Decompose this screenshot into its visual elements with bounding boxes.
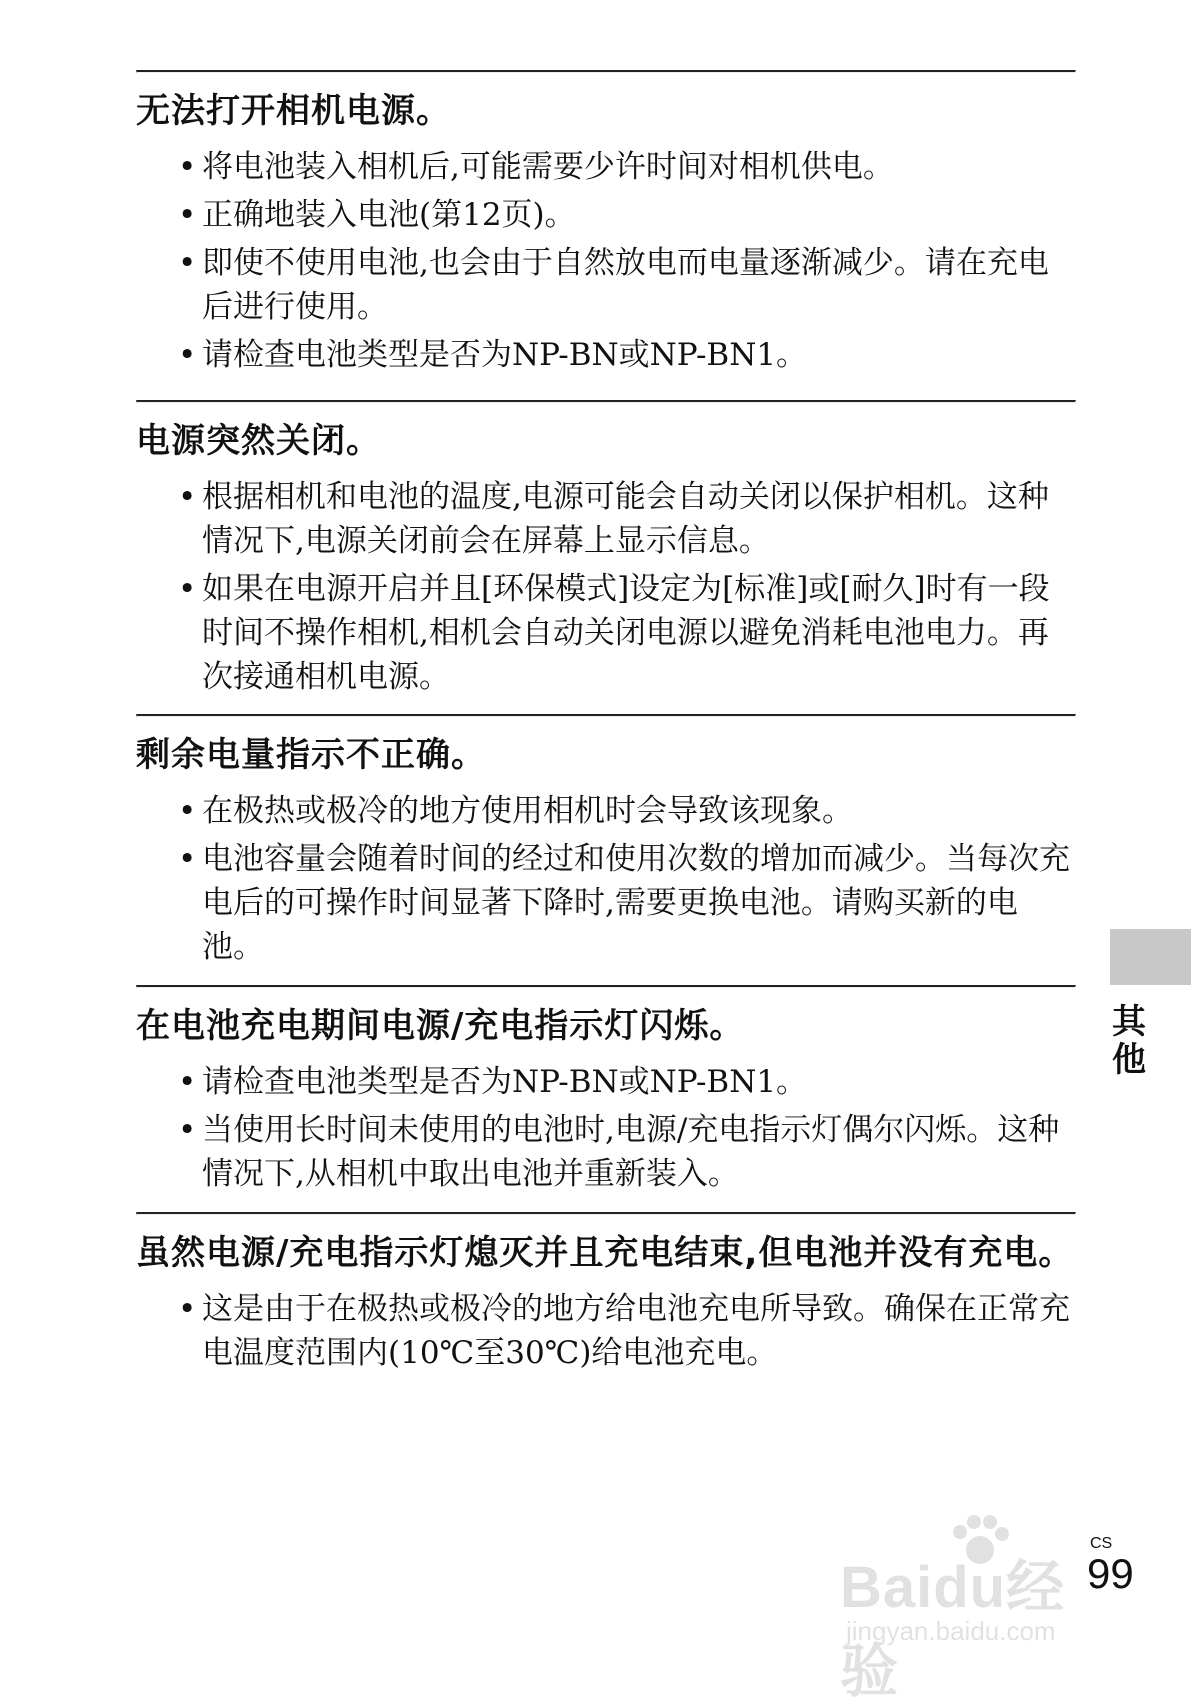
bullet-dot: • <box>178 841 197 877</box>
bullet-text: 请检查电池类型是否为NP-BN或NP-BN1。 <box>202 337 808 373</box>
bullet-list <box>136 789 1076 969</box>
bullet-item <box>178 789 1076 833</box>
bullet-item <box>178 1287 1076 1375</box>
bullet-dot: • <box>178 793 197 829</box>
section-1 <box>136 70 1076 381</box>
section-divider <box>136 70 1076 73</box>
bullet-list <box>136 1287 1076 1375</box>
bullet-item <box>178 567 1076 699</box>
section-title: 在电池充电期间电源/充电指示灯闪烁。 <box>136 1006 745 1046</box>
bullet-item <box>178 1108 1076 1196</box>
bullet-item <box>178 145 1076 189</box>
side-tab-marker <box>1110 929 1191 985</box>
section-2 <box>136 400 1076 703</box>
page-number: 99 <box>1087 1550 1134 1597</box>
section-3 <box>136 714 1076 973</box>
bullet-item <box>178 837 1076 969</box>
section-title: 虽然电源/充电指示灯熄灭并且充电结束,但电池并没有充电。 <box>136 1233 1074 1273</box>
watermark-url: jingyan.baidu.com <box>846 1616 1056 1646</box>
bullet-text: 正确地装入电池(第12页)。 <box>202 197 576 233</box>
section-4 <box>136 985 1076 1200</box>
bullet-dot: • <box>178 571 197 607</box>
side-tab-label: 其他 <box>1112 1002 1146 1080</box>
bullet-text: 当使用长时间未使用的电池时,电源/充电指示灯偶尔闪烁。这种情况下,从相机中取出电池并重新装入。 <box>202 1112 1060 1192</box>
section-divider <box>136 714 1076 717</box>
bullet-text: 请检查电池类型是否为NP-BN或NP-BN1。 <box>202 1064 808 1100</box>
bullet-dot: • <box>178 197 197 233</box>
bullet-text: 将电池装入相机后,可能需要少许时间对相机供电。 <box>202 149 894 185</box>
watermark-text: Baidu经验 <box>840 1555 1066 1704</box>
bullet-text: 电池容量会随着时间的经过和使用次数的增加而减少。当每次充电后的可操作时间显著下降时,需要更换电池。请购买新的电池。 <box>202 841 1070 965</box>
bullet-item <box>178 1060 1076 1104</box>
bullet-item <box>178 193 1076 237</box>
section-title: 剩余电量指示不正确。 <box>136 735 486 775</box>
bullet-text: 如果在电源开启并且[环保模式]设定为[标准]或[耐久]时有一段时间不操作相机,相机会自动关闭电源以避免消耗电池电力。再次接通相机电源。 <box>202 571 1050 695</box>
bullet-item <box>178 241 1076 329</box>
baidu-watermark <box>840 1510 1100 1704</box>
bullet-dot: • <box>178 149 197 185</box>
bullet-item <box>178 475 1076 563</box>
section-title: 电源突然关闭。 <box>136 421 381 461</box>
bullet-dot: • <box>178 1291 197 1327</box>
bullet-dot: • <box>178 337 197 373</box>
bullet-item <box>178 333 1076 377</box>
bullet-text: 这是由于在极热或极冷的地方给电池充电所导致。确保在正常充电温度范围内(10℃至30℃)给电池充电。 <box>202 1291 1070 1371</box>
bullet-text: 在极热或极冷的地方使用相机时会导致该现象。 <box>202 793 853 829</box>
bullet-list <box>136 145 1076 377</box>
page-language-code: CS <box>1090 1535 1113 1552</box>
bullet-list <box>136 475 1076 699</box>
section-5 <box>136 1212 1076 1379</box>
section-divider <box>136 985 1076 988</box>
section-divider <box>136 400 1076 403</box>
bullet-dot: • <box>178 479 197 515</box>
section-title: 无法打开相机电源。 <box>136 91 451 131</box>
section-divider <box>136 1212 1076 1215</box>
bullet-list <box>136 1060 1076 1196</box>
bullet-dot: • <box>178 245 197 281</box>
bullet-text: 根据相机和电池的温度,电源可能会自动关闭以保护相机。这种情况下,电源关闭前会在屏幕上显示信息。 <box>202 479 1049 559</box>
bullet-dot: • <box>178 1112 197 1148</box>
bullet-dot: • <box>178 1064 197 1100</box>
bullet-text: 即使不使用电池,也会由于自然放电而电量逐渐减少。请在充电后进行使用。 <box>202 245 1049 325</box>
